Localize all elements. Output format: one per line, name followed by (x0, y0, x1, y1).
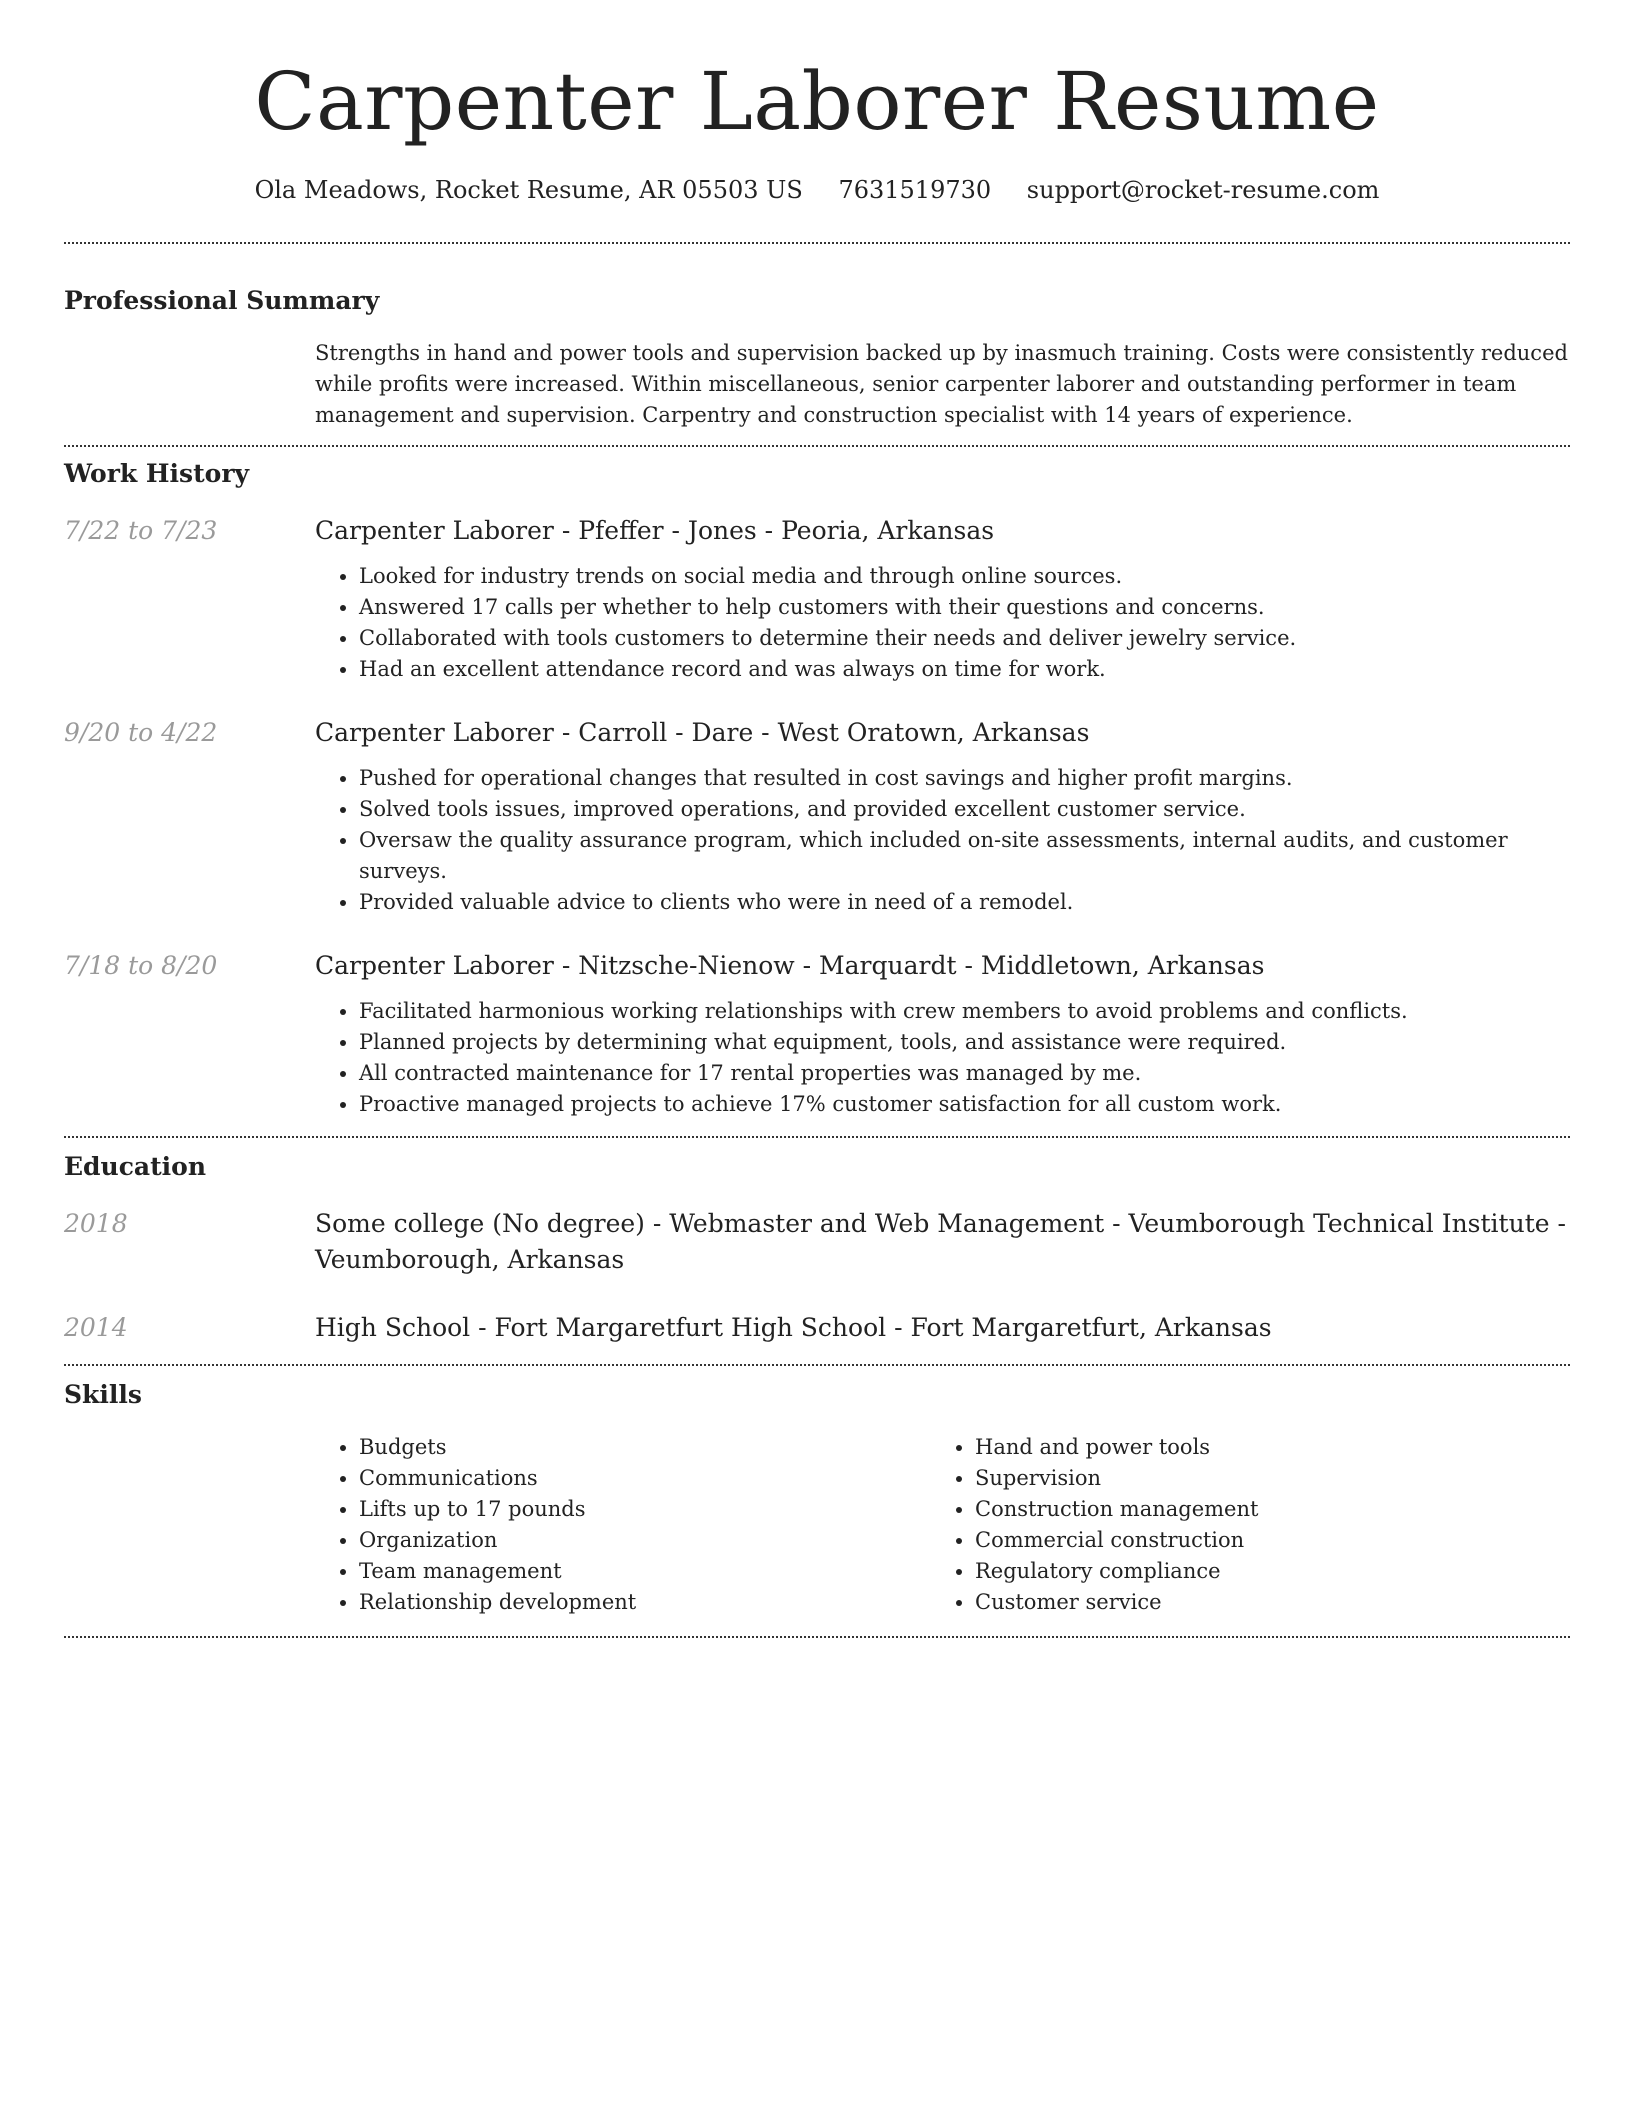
skills-heading: Skills (64, 1380, 142, 1409)
resume-page (64, 0, 1570, 1638)
job-bullet: • All contracted maintenance for 17 rental properties was managed by me. (359, 1058, 1570, 1089)
skill-item: • Lifts up to 17 pounds (359, 1494, 931, 1525)
job-bullet: • Oversaw the quality assurance program, which included on-site assessments, internal audits, and customer surveys. (359, 825, 1570, 887)
skill-item: • Communications (359, 1463, 931, 1494)
skills-columns (315, 1432, 1570, 1618)
education-text: High School - Fort Margaretfurt High School - Fort Margaretfurt, Arkansas (315, 1313, 1272, 1342)
job-dates: 7/18 to 8/20 (64, 951, 218, 980)
job-title: Carpenter Laborer - Carroll - Dare - West Oratown, Arkansas (315, 718, 1090, 747)
job-entry (64, 715, 1570, 918)
job-bullet: • Looked for industry trends on social media and through online sources. (359, 561, 1570, 592)
job-bullets (315, 763, 1570, 918)
skill-item: • Supervision (975, 1463, 1547, 1494)
skills-list-left (315, 1432, 931, 1618)
job-title: Carpenter Laborer - Pfeffer - Jones - Peoria, Arkansas (315, 516, 995, 545)
skill-item: • Regulatory compliance (975, 1556, 1547, 1587)
job-entry (64, 948, 1570, 1120)
job-bullets (315, 996, 1570, 1120)
education-year: 2014 (64, 1313, 128, 1342)
job-bullet: • Facilitated harmonious working relationships with crew members to avoid problems and conflicts. (359, 996, 1570, 1027)
job-bullet: • Planned projects by determining what equipment, tools, and assistance were required. (359, 1027, 1570, 1058)
summary-section (64, 244, 1570, 431)
job-bullet: • Collaborated with tools customers to determine their needs and deliver jewelry service. (359, 623, 1570, 654)
resume-title: Carpenter Laborer Resume (254, 55, 1380, 148)
summary-heading: Professional Summary (64, 286, 380, 315)
education-heading: Education (64, 1152, 207, 1181)
education-year: 2018 (64, 1209, 128, 1238)
education-entry (64, 1206, 1570, 1278)
job-bullet: • Proactive managed projects to achieve 17% customer satisfaction for all custom work. (359, 1089, 1570, 1120)
job-dates: 9/20 to 4/22 (64, 718, 218, 747)
skill-item: • Hand and power tools (975, 1432, 1547, 1463)
job-entry (64, 513, 1570, 685)
skill-item: • Customer service (975, 1587, 1547, 1618)
education-text: Some college (No degree) - Webmaster and Web Management - Veumborough Technical Institute - Veumborough, Arkansas (315, 1209, 1566, 1274)
skill-item: • Relationship development (359, 1587, 931, 1618)
skill-item: • Team management (359, 1556, 931, 1587)
contact-phone: 7631519730 (838, 176, 992, 204)
job-bullet: • Pushed for operational changes that resulted in cost savings and higher profit margins. (359, 763, 1570, 794)
skill-item: • Construction management (975, 1494, 1547, 1525)
summary-text: Strengths in hand and power tools and supervision backed up by inasmuch training. Costs were consistently reduced while profits were increased. Within miscellaneous, senior carpenter laborer and outstanding performer in team management and supervision. Carpentry and construction specialist with 14 years of experience. (315, 341, 1568, 427)
job-bullet: • Solved tools issues, improved operations, and provided excellent customer service. (359, 794, 1570, 825)
work-history-section (64, 447, 1570, 1120)
skill-item: • Organization (359, 1525, 931, 1556)
skills-section (64, 1366, 1570, 1618)
section-divider (64, 1636, 1570, 1638)
skills-list-right (931, 1432, 1547, 1618)
education-entry (64, 1310, 1570, 1346)
work-history-heading: Work History (64, 459, 250, 488)
job-bullets (315, 561, 1570, 685)
contact-email: support@rocket-resume.com (1026, 176, 1380, 204)
skill-item: • Budgets (359, 1432, 931, 1463)
job-bullet: • Had an excellent attendance record and was always on time for work. (359, 654, 1570, 685)
job-bullet: • Answered 17 calls per whether to help customers with their questions and concerns. (359, 592, 1570, 623)
job-dates: 7/22 to 7/23 (64, 516, 218, 545)
contact-address: Ola Meadows, Rocket Resume, AR 05503 US (254, 176, 803, 204)
job-title: Carpenter Laborer - Nitzsche-Nienow - Marquardt - Middletown, Arkansas (315, 951, 1265, 980)
contact-line (64, 174, 1570, 206)
education-section (64, 1138, 1570, 1346)
job-bullet: • Provided valuable advice to clients who were in need of a remodel. (359, 887, 1570, 918)
skill-item: • Commercial construction (975, 1525, 1547, 1556)
